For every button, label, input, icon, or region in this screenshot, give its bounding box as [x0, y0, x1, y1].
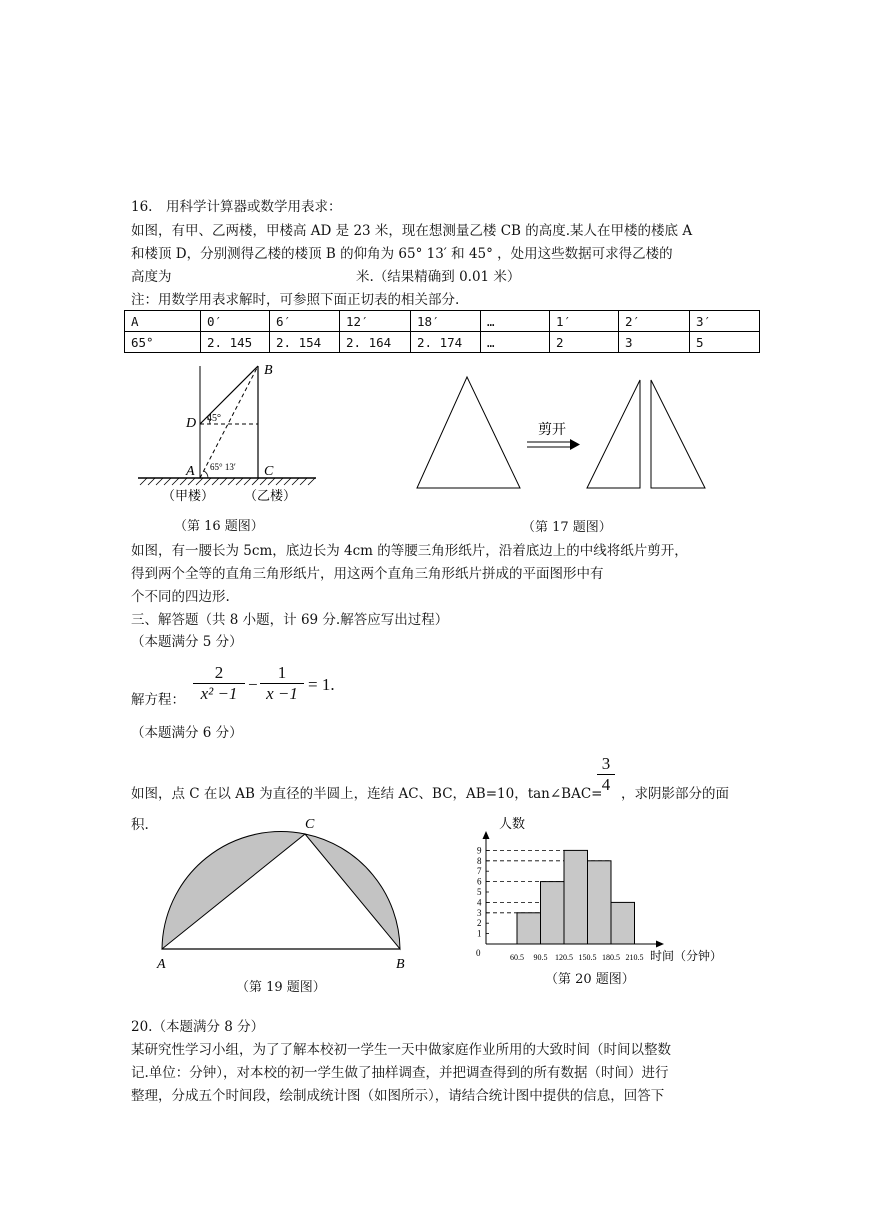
angle-45-label: 45°: [207, 413, 221, 424]
label-b: B: [396, 957, 405, 972]
q18-score: （本题满分 5 分）: [131, 634, 243, 650]
q18-label: 解方程：: [131, 692, 185, 708]
table-cell: …: [481, 311, 550, 332]
x-tick-label: 180.5: [602, 953, 620, 962]
table-cell: 5: [690, 332, 760, 353]
q17-line3: 个不同的四边形.: [131, 589, 230, 605]
table-cell: 2′: [619, 311, 690, 332]
q20-line3: 整理，分成五个时间段，绘制成统计图（如图所示），请结合统计图中提供的信息，回答下: [131, 1088, 665, 1104]
x-tick-label: 150.5: [578, 953, 597, 962]
label-a: A: [157, 957, 166, 972]
histogram-bar: [611, 902, 635, 944]
table-cell: 6′: [270, 311, 340, 332]
y-tick-label: 8: [477, 855, 482, 866]
q16-line3a: 高度为: [131, 269, 172, 285]
y-axis-label: 人数: [499, 816, 526, 831]
x-tick-label: 90.5: [533, 953, 548, 962]
histogram-bar: [517, 913, 541, 944]
table-cell: A: [125, 311, 201, 332]
fraction-tan-num: 3: [601, 754, 611, 773]
y-tick-label: 1: [477, 928, 482, 939]
y-tick-label: 9: [477, 845, 482, 856]
y-tick-label: 4: [477, 897, 482, 908]
label-jia: （甲楼）: [162, 488, 215, 503]
x-axis-label: 时间（分钟）: [650, 949, 723, 963]
y-tick-label: 6: [477, 876, 482, 887]
q16-title: 16. 用科学计算器或数学用表求：: [131, 199, 342, 215]
fraction-2-num: 1: [277, 663, 287, 682]
histogram-bar: [588, 861, 612, 944]
y-tick-label: 3: [477, 907, 482, 918]
minus-sign: −: [248, 675, 258, 694]
q20-line1: 某研究性学习小组，为了了解本校初一学生一天中做家庭作业所用的大致时间（时间以整数: [131, 1042, 671, 1058]
q20-score: 20.（本题满分 8 分）: [131, 1019, 265, 1035]
figure-20-caption: （第 20 题图）: [545, 972, 635, 987]
origin-label: 0: [476, 948, 481, 958]
section-3-heading: 三、解答题（共 8 小题，计 69 分.解答应写出过程）: [131, 612, 449, 628]
table-cell: 1′: [550, 311, 619, 332]
label-c: C: [305, 817, 315, 832]
histogram-bar: [541, 882, 565, 944]
q17-line1: 如图，有一腰长为 5cm，底边长为 4cm 的等腰三角形纸片，沿着底边上的中线将纸片剪开，: [131, 543, 688, 559]
q19-score: （本题满分 6 分）: [131, 725, 243, 741]
fraction-1-num: 2: [214, 663, 224, 682]
table-cell: 12′: [340, 311, 411, 332]
table-cell: 2. 164: [340, 332, 411, 353]
table-cell: 3: [619, 332, 690, 353]
q19-text-a: 如图，点 C 在以 AB 为直径的半圆上，连结 AC、BC，AB=10，tan∠BAC=: [131, 786, 603, 802]
q17-line2: 得到两个全等的直角三角形纸片，用这两个直角三角形纸片拼成的平面图形中有: [131, 566, 604, 582]
q19-text-b: ，求阴影部分的面: [621, 786, 729, 802]
fraction-2-den: x −1: [260, 683, 304, 704]
table-cell: 65°: [125, 332, 201, 353]
fraction-tan-den: 4: [597, 774, 615, 795]
label-c: C: [264, 464, 274, 479]
q20-line2: 记.单位：分钟），对本校的初一学生做了抽样调查，并把调查得到的所有数据（时间）进行: [131, 1065, 669, 1081]
table-cell: …: [481, 332, 550, 353]
table-cell: 18′: [411, 311, 481, 332]
y-tick-label: 5: [477, 887, 482, 897]
angle-65-label: 65° 13′: [210, 462, 236, 472]
q19-line2: 积.: [131, 817, 149, 833]
label-a: A: [186, 464, 195, 479]
histogram-bar: [564, 850, 588, 944]
label-d: D: [186, 416, 197, 431]
table-cell: 0′: [201, 311, 270, 332]
figure-17-caption: （第 17 题图）: [522, 520, 612, 535]
table-cell: 2. 145: [201, 332, 270, 353]
q16-line3b: 米.（结果精确到 0.01 米）: [356, 269, 521, 285]
y-tick-label: 2: [477, 918, 482, 929]
q16-note: 注：用数学用表求解时，可参照下面正切表的相关部分.: [131, 292, 460, 308]
table-cell: 2. 174: [411, 332, 481, 353]
table-cell: 2: [550, 332, 619, 353]
q16-line1: 如图，有甲、乙两楼，甲楼高 AD 是 23 米，现在想测量乙楼 CB 的高度.某人在甲楼的楼底 A: [131, 223, 693, 239]
fraction-1-den: x² −1: [193, 683, 245, 704]
figure-16-caption: （第 16 题图）: [174, 519, 264, 534]
table-cell: 2. 154: [270, 332, 340, 353]
label-b: B: [264, 363, 273, 378]
equation-rhs: = 1.: [308, 675, 335, 694]
label-yi: （乙楼）: [244, 488, 297, 503]
x-tick-label: 120.5: [555, 953, 573, 962]
q16-line2: 和楼顶 D，分别测得乙楼的楼顶 B 的仰角为 65° 13′ 和 45° ，处用这些数据可求得乙楼的: [131, 246, 673, 262]
figure-19-caption: （第 19 题图）: [236, 980, 326, 995]
y-tick-label: 7: [477, 866, 482, 877]
x-tick-label: 60.5: [510, 953, 524, 962]
x-tick-label: 210.5: [625, 953, 644, 962]
cut-label: 剪开: [538, 423, 566, 438]
table-cell: 3′: [690, 311, 760, 332]
